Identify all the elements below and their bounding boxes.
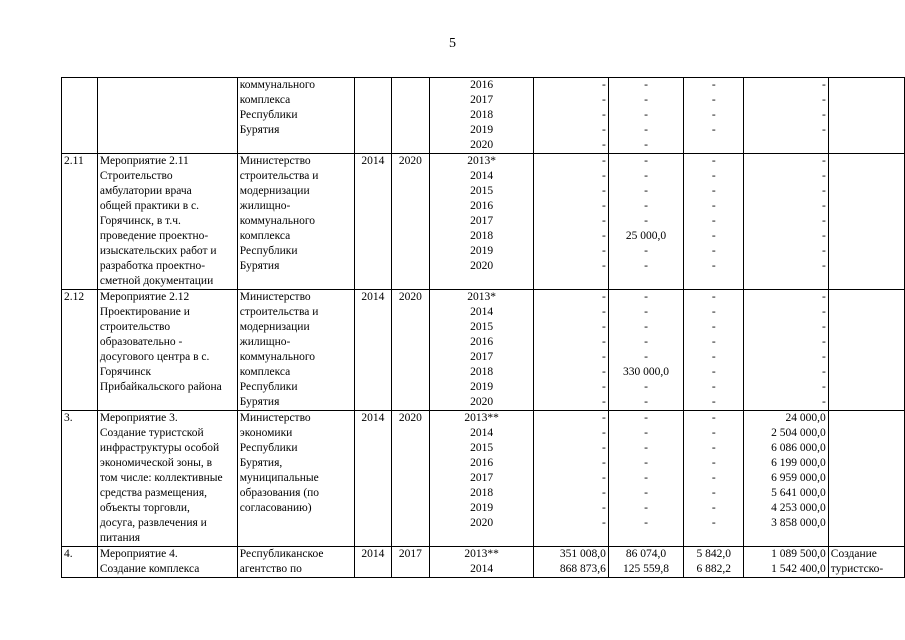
cell-line: 2013**: [464, 548, 499, 560]
cell-line: -: [601, 139, 606, 151]
cell-line: -: [601, 200, 606, 212]
cell-line: -: [601, 427, 606, 439]
table-row: [62, 78, 905, 154]
cell-line: -: [601, 215, 606, 227]
cell-line: 2017: [470, 94, 494, 106]
cell-line: -: [821, 321, 826, 333]
funding-col-3: [684, 154, 744, 290]
cell-line: 2018: [470, 487, 494, 499]
funding-col-3: [684, 78, 744, 154]
cell-line: 330 000,0: [623, 366, 670, 378]
cell-line: -: [711, 502, 716, 514]
row-number: 2.12: [62, 290, 98, 411]
cell-line: -: [711, 245, 716, 257]
executor: коммунального комплекса Республики Бурятия: [237, 78, 354, 154]
cell-line: 2014: [470, 563, 494, 575]
cell-line: 5 842,0: [696, 548, 731, 560]
cell-line: 125 559,8: [623, 563, 670, 575]
cell-line: -: [644, 427, 648, 439]
cell-line: 2013**: [464, 412, 499, 424]
cell-line: 6 199 000,0: [771, 457, 826, 469]
cell-line: 2020: [470, 517, 494, 529]
executor: Министерство строительства и модернизации жилищно- коммунального комплекса Республики Бурятия: [237, 290, 354, 411]
cell-line: 6 959 000,0: [771, 472, 826, 484]
cell-line: -: [644, 245, 648, 257]
cell-line: -: [711, 260, 716, 272]
cell-line: -: [644, 351, 648, 363]
funding-col-1: [534, 78, 609, 154]
funding-col-2: [608, 547, 683, 578]
cell-line: 3 858 000,0: [771, 517, 826, 529]
cell-line: 2015: [470, 321, 494, 333]
funding-col-1: [534, 290, 609, 411]
cell-line: 1 542 400,0: [771, 563, 826, 575]
end-year: 2020: [391, 411, 429, 547]
year-list: [429, 411, 533, 547]
cell-line: -: [601, 79, 606, 91]
activity-name: Мероприятие 4. Создание комплекса: [97, 547, 237, 578]
cell-line: 2018: [470, 230, 494, 242]
cell-line: 2019: [470, 502, 494, 514]
cell-line: [686, 138, 741, 153]
cell-line: 2020: [470, 396, 494, 408]
cell-line: -: [644, 260, 648, 272]
cell-line: 2016: [470, 79, 494, 91]
start-year: 2014: [354, 411, 391, 547]
cell-line: -: [601, 442, 606, 454]
cell-line: -: [821, 306, 826, 318]
executor: Министерство строительства и модернизации жилищно- коммунального комплекса Республики Бурятия: [237, 154, 354, 290]
cell-line: -: [601, 155, 606, 167]
cell-line: -: [821, 366, 826, 378]
cell-line: 2018: [470, 366, 494, 378]
cell-line: 2017: [470, 215, 494, 227]
start-year: 2014: [354, 290, 391, 411]
cell-line: 2017: [470, 472, 494, 484]
cell-line: -: [644, 291, 648, 303]
cell-line: -: [711, 336, 716, 348]
cell-line: -: [644, 336, 648, 348]
funding-col-4: [744, 290, 829, 411]
cell-line: -: [644, 502, 648, 514]
funding-col-4: [744, 154, 829, 290]
cell-line: -: [821, 200, 826, 212]
cell-line: -: [711, 381, 716, 393]
cell-line: -: [601, 366, 606, 378]
cell-line: -: [601, 245, 606, 257]
cell-line: -: [601, 336, 606, 348]
funding-col-4: [744, 78, 829, 154]
activity-name: [97, 78, 237, 154]
cell-line: -: [644, 79, 648, 91]
cell-line: -: [644, 124, 648, 136]
cell-line: -: [644, 155, 648, 167]
cell-line: -: [644, 170, 648, 182]
funding-col-2: [608, 290, 683, 411]
cell-line: -: [711, 517, 716, 529]
funding-col-1: [534, 411, 609, 547]
cell-line: -: [601, 306, 606, 318]
row-number: 2.11: [62, 154, 98, 290]
cell-line: -: [821, 260, 826, 272]
cell-line: -: [821, 94, 826, 106]
cell-line: -: [644, 487, 648, 499]
cell-line: -: [711, 291, 716, 303]
activity-name: Мероприятие 2.12 Проектирование и строительство образовательно - досугового центра в с. Горячинск Прибайкальского района: [97, 290, 237, 411]
end-year: 2020: [391, 290, 429, 411]
cell-line: -: [821, 336, 826, 348]
cell-line: -: [821, 185, 826, 197]
cell-line: 2017: [470, 351, 494, 363]
cell-line: -: [711, 306, 716, 318]
cell-line: 2 504 000,0: [771, 427, 826, 439]
cell-line: -: [644, 94, 648, 106]
cell-line: -: [644, 321, 648, 333]
year-list: [429, 290, 533, 411]
expected-result: [828, 411, 904, 547]
cell-line: -: [711, 230, 716, 242]
cell-line: -: [711, 109, 716, 121]
cell-line: 2014: [470, 427, 494, 439]
cell-line: -: [601, 230, 606, 242]
cell-line: -: [601, 412, 606, 424]
cell-line: -: [711, 124, 716, 136]
cell-line: -: [821, 79, 826, 91]
cell-line: -: [821, 215, 826, 227]
funding-col-4: [744, 411, 829, 547]
funding-col-2: [608, 411, 683, 547]
funding-col-4: [744, 547, 829, 578]
cell-line: 868 873,6: [559, 563, 606, 575]
executor: Министерство экономики Республики Бурятия, муниципальные образования (по согласованию): [237, 411, 354, 547]
cell-line: 351 008,0: [559, 548, 606, 560]
start-year: [354, 78, 391, 154]
cell-line: -: [601, 185, 606, 197]
cell-line: -: [601, 351, 606, 363]
cell-line: -: [711, 427, 716, 439]
table-row: [62, 547, 905, 578]
cell-line: -: [644, 381, 648, 393]
cell-line: -: [821, 155, 826, 167]
cell-line: -: [644, 472, 648, 484]
row-number: [62, 78, 98, 154]
table-row: [62, 290, 905, 411]
cell-line: 2019: [470, 245, 494, 257]
cell-line: -: [601, 94, 606, 106]
cell-line: -: [711, 155, 716, 167]
row-number: 3.: [62, 411, 98, 547]
year-list: [429, 547, 533, 578]
funding-col-1: [534, 154, 609, 290]
cell-line: 2020: [470, 260, 494, 272]
cell-line: 6 086 000,0: [771, 442, 826, 454]
funding-col-3: [684, 411, 744, 547]
cell-line: -: [601, 124, 606, 136]
cell-line: 5 641 000,0: [771, 487, 826, 499]
cell-line: 4 253 000,0: [771, 502, 826, 514]
cell-line: 2013*: [467, 155, 496, 167]
executor: Республиканское агентство по: [237, 547, 354, 578]
table-row: [62, 411, 905, 547]
cell-line: -: [711, 321, 716, 333]
funding-col-3: [684, 547, 744, 578]
cell-line: -: [711, 487, 716, 499]
cell-line: -: [601, 457, 606, 469]
activity-name: Мероприятие 3. Создание туристской инфраструктуры особой экономической зоны, в том числе: коллективные средства размещения, объекты торговли, досуга, развлечения и питания: [97, 411, 237, 547]
cell-line: -: [644, 139, 648, 151]
cell-line: -: [821, 291, 826, 303]
cell-line: -: [644, 200, 648, 212]
cell-line: -: [711, 412, 716, 424]
cell-line: -: [644, 442, 648, 454]
cell-line: -: [821, 396, 826, 408]
cell-line: 2015: [470, 442, 494, 454]
cell-line: -: [711, 457, 716, 469]
expected-result: [828, 290, 904, 411]
cell-line: 2016: [470, 457, 494, 469]
cell-line: [746, 138, 826, 153]
cell-line: 6 882,2: [696, 563, 731, 575]
cell-line: -: [601, 260, 606, 272]
cell-line: -: [644, 109, 648, 121]
cell-line: -: [601, 170, 606, 182]
end-year: [391, 78, 429, 154]
cell-line: 2019: [470, 124, 494, 136]
cell-line: 2014: [470, 306, 494, 318]
cell-line: -: [644, 396, 648, 408]
cell-line: 2018: [470, 109, 494, 121]
cell-line: -: [711, 215, 716, 227]
cell-line: -: [601, 321, 606, 333]
cell-line: 24 000,0: [785, 412, 826, 424]
cell-line: -: [821, 230, 826, 242]
funding-col-3: [684, 290, 744, 411]
cell-line: 25 000,0: [625, 230, 667, 242]
cell-line: -: [644, 412, 648, 424]
cell-line: -: [711, 170, 716, 182]
cell-line: 2016: [470, 200, 494, 212]
funding-col-2: [608, 78, 683, 154]
cell-line: -: [711, 79, 716, 91]
cell-line: -: [711, 200, 716, 212]
funding-col-2: [608, 154, 683, 290]
expected-result: [828, 154, 904, 290]
cell-line: -: [711, 442, 716, 454]
end-year: 2017: [391, 547, 429, 578]
cell-line: -: [601, 291, 606, 303]
cell-line: 2016: [470, 336, 494, 348]
cell-line: -: [821, 381, 826, 393]
cell-line: 2014: [470, 170, 494, 182]
cell-line: 86 074,0: [625, 548, 667, 560]
cell-line: -: [711, 472, 716, 484]
cell-line: -: [644, 215, 648, 227]
cell-line: -: [821, 351, 826, 363]
cell-line: -: [711, 94, 716, 106]
cell-line: -: [644, 457, 648, 469]
cell-line: -: [601, 109, 606, 121]
cell-line: -: [821, 245, 826, 257]
year-list: [429, 78, 533, 154]
cell-line: -: [601, 396, 606, 408]
cell-line: -: [821, 109, 826, 121]
end-year: 2020: [391, 154, 429, 290]
start-year: 2014: [354, 154, 391, 290]
cell-line: 2015: [470, 185, 494, 197]
start-year: 2014: [354, 547, 391, 578]
table-row: [62, 154, 905, 290]
cell-line: -: [601, 487, 606, 499]
cell-line: -: [711, 396, 716, 408]
cell-line: -: [601, 502, 606, 514]
activity-name: Мероприятие 2.11 Строительство амбулатории врача общей практики в с. Горячинск, в т.ч. проведение проектно- изыскательских работ и разработка проектно- сметной документации: [97, 154, 237, 290]
year-list: [429, 154, 533, 290]
cell-line: 2013*: [467, 291, 496, 303]
cell-line: 1 089 500,0: [771, 548, 826, 560]
expected-result: [828, 78, 904, 154]
cell-line: -: [601, 381, 606, 393]
cell-line: -: [644, 517, 648, 529]
cell-line: -: [601, 517, 606, 529]
cell-line: -: [601, 472, 606, 484]
program-activities-table: [61, 77, 905, 578]
expected-result: Создание туристско-: [828, 547, 904, 578]
cell-line: 2019: [470, 381, 494, 393]
row-number: 4.: [62, 547, 98, 578]
cell-line: -: [711, 351, 716, 363]
cell-line: -: [644, 185, 648, 197]
cell-line: -: [711, 185, 716, 197]
page-number: 5: [449, 36, 456, 51]
cell-line: -: [711, 366, 716, 378]
cell-line: -: [644, 306, 648, 318]
cell-line: -: [821, 170, 826, 182]
cell-line: 2020: [470, 139, 494, 151]
funding-col-1: [534, 547, 609, 578]
cell-line: -: [821, 124, 826, 136]
